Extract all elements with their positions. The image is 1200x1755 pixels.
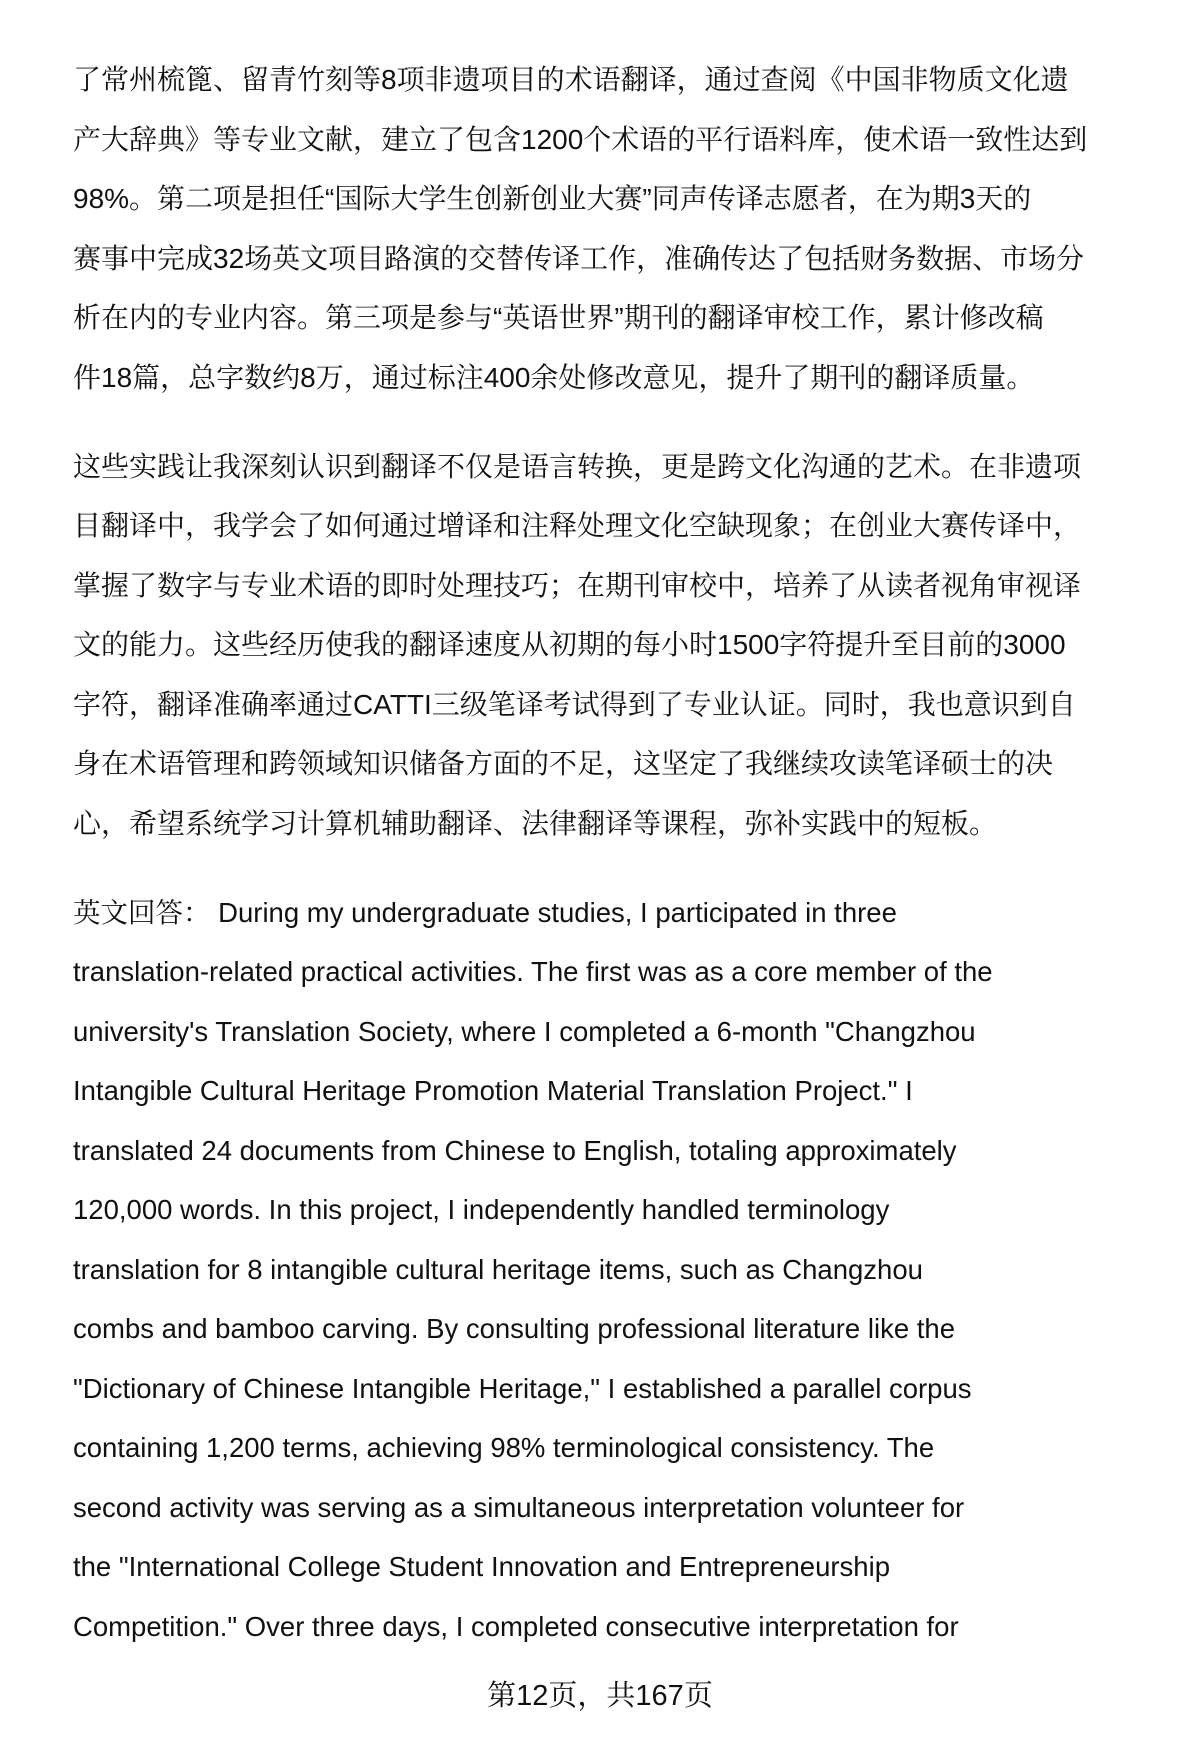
text-line: 文的能力。这些经历使我的翻译速度从初期的每小时1500字符提升至目前的3000	[73, 629, 1066, 660]
text-line: 掌握了数字与专业术语的即时处理技巧；在期刊审校中，培养了从读者视角审视译	[73, 569, 1082, 601]
text-line: 赛事中完成32场英文项目路演的交替传译工作，准确传达了包括财务数据、市场分	[73, 242, 1085, 274]
text-line: 析在内的专业内容。第三项是参与“英语世界”期刊的翻译审校工作，累计修改稿	[73, 302, 1044, 333]
paragraph-chinese-activities	[73, 50, 1163, 407]
text-line: translation for 8 intangible cultural heritage items, such as Changzhou	[73, 1253, 923, 1285]
text-line: 件18篇，总字数约8万，通过标注400余处修改意见，提升了期刊的翻译质量。	[73, 361, 1035, 393]
text-line: translation-related practical activities. The first was as a core member of the	[73, 956, 993, 987]
text-line: combs and bamboo carving. By consulting professional literature like the	[73, 1313, 956, 1344]
text-line: the "International College Student Innovation and Entrepreneurship	[73, 1551, 890, 1582]
paragraph-english-answer	[73, 883, 1163, 1657]
text-line: translated 24 documents from Chinese to English, totaling approximately	[73, 1134, 957, 1166]
text-line: 产大辞典》等专业文献，建立了包含1200个术语的平行语料库，使术语一致性达到	[73, 123, 1088, 155]
paragraph-chinese-reflection	[73, 437, 1163, 854]
text-line: 了常州梳篦、留青竹刻等8项非遗项目的术语翻译，通过查阅《中国非物质文化遗	[73, 64, 1069, 95]
text-line: university's Translation Society, where I completed a 6-month "Changzhou	[73, 1015, 976, 1047]
text-line: containing 1,200 terms, achieving 98% terminological consistency. The	[73, 1432, 935, 1463]
text-line: 98%。第二项是担任“国际大学生创新创业大赛”同声传译志愿者，在为期3天的	[73, 183, 1032, 214]
text-line: Competition." Over three days, I completed consecutive interpretation for	[73, 1610, 959, 1642]
text-line: 目翻译中，我学会了如何通过增译和注释处理文化空缺现象；在创业大赛传译中，	[73, 510, 1082, 541]
text-line: "Dictionary of Chinese Intangible Heritage," I established a parallel corpus	[73, 1372, 972, 1404]
document-body	[73, 50, 1163, 1686]
page-number: 第12页，共167页	[487, 1680, 713, 1712]
text-line: 英文回答： During my undergraduate studies, I participated in three	[73, 896, 897, 928]
text-line: 身在术语管理和跨领域知识储备方面的不足，这坚定了我继续攻读笔译硕士的决	[73, 748, 1054, 779]
text-line: 120,000 words. In this project, I independently handled terminology	[73, 1194, 890, 1225]
text-line: Intangible Cultural Heritage Promotion Material Translation Project." I	[73, 1075, 913, 1106]
text-line: 这些实践让我深刻认识到翻译不仅是语言转换，更是跨文化沟通的艺术。在非遗项	[73, 450, 1082, 482]
text-line: 字符，翻译准确率通过CATTI三级笔译考试得到了专业认证。同时，我也意识到自	[73, 688, 1076, 720]
text-line: second activity was serving as a simultaneous interpretation volunteer for	[73, 1491, 965, 1523]
text-line: 心，希望系统学习计算机辅助翻译、法律翻译等课程，弥补实践中的短板。	[73, 807, 998, 839]
